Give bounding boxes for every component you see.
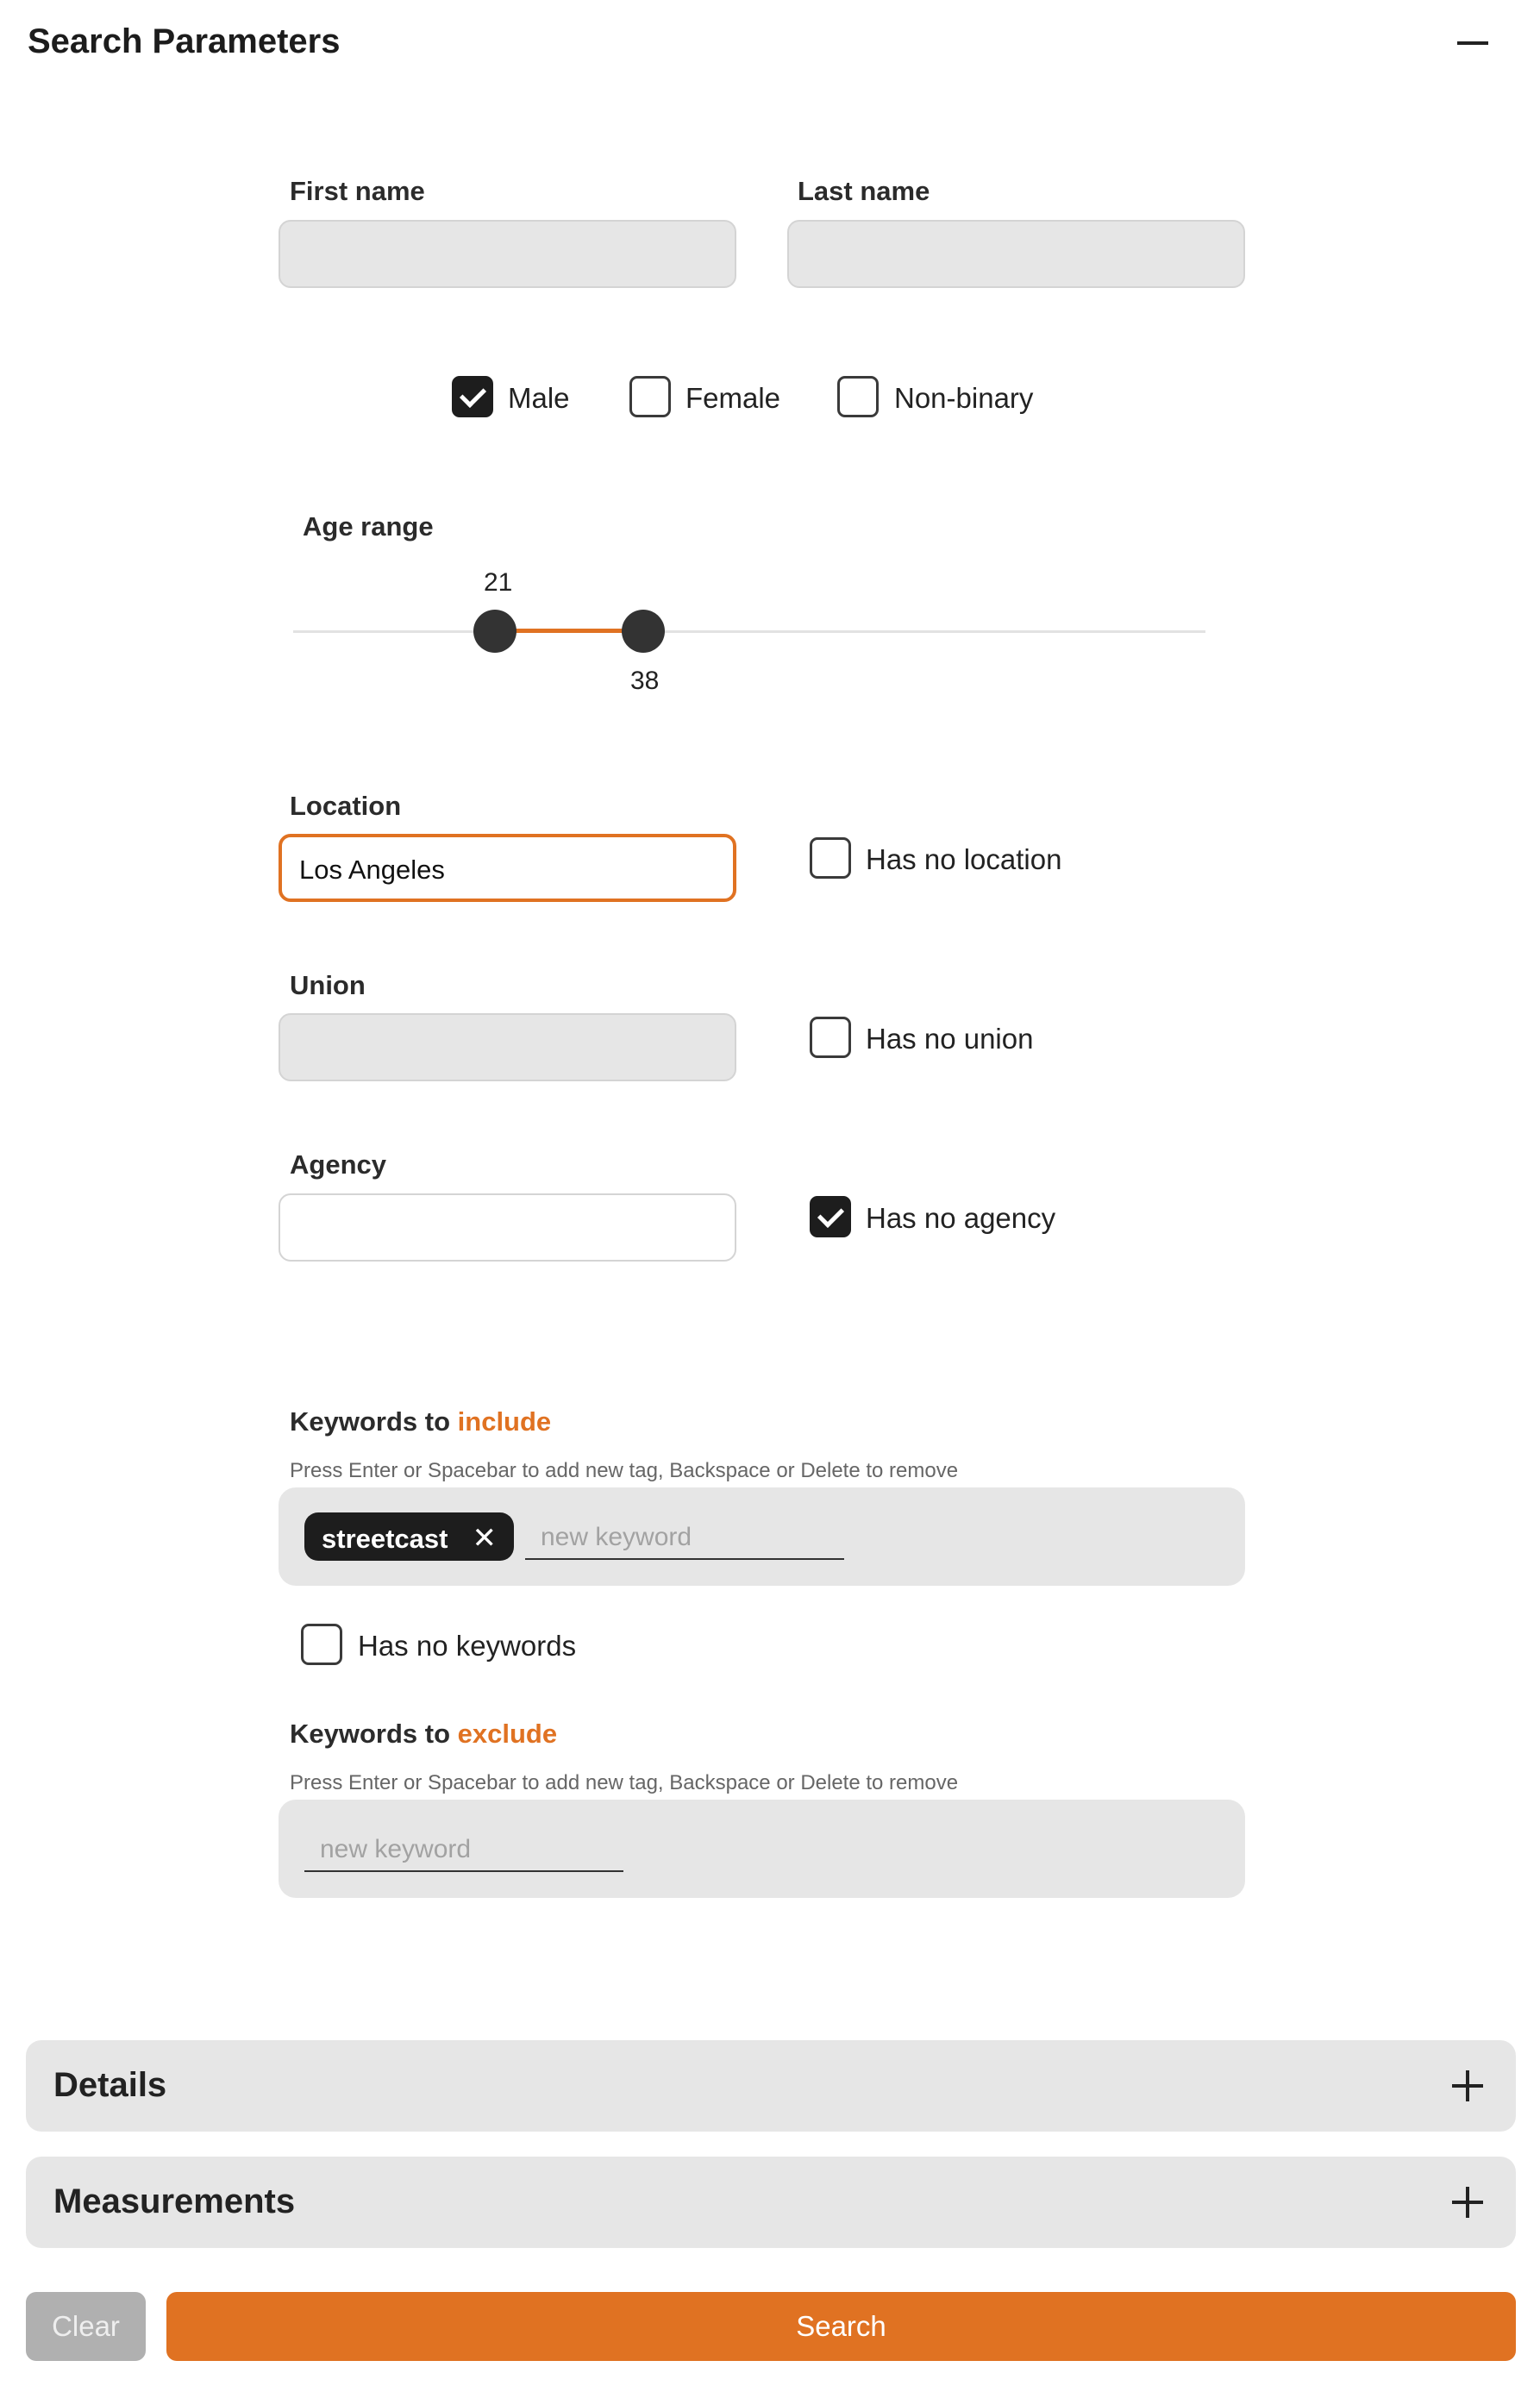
location-label: Location — [290, 791, 402, 821]
details-title: Details — [53, 2066, 167, 2104]
male-checkbox[interactable] — [452, 376, 493, 417]
age-max-value: 38 — [630, 667, 660, 695]
location-value: Los Angeles — [299, 855, 445, 885]
collapse-icon[interactable] — [1457, 41, 1488, 45]
keyword-tag — [304, 1512, 514, 1561]
female-checkbox[interactable] — [629, 376, 671, 417]
no-keywords-checkbox[interactable] — [301, 1624, 342, 1665]
union-label: Union — [290, 970, 366, 1000]
union-input[interactable] — [279, 1013, 736, 1081]
expand-plus-icon[interactable] — [1452, 2187, 1483, 2218]
keywords-include-input[interactable] — [525, 1517, 844, 1560]
measurements-section[interactable] — [26, 2157, 1516, 2248]
keyword-tag-label: streetcast — [322, 1524, 448, 1554]
female-label: Female — [685, 382, 781, 414]
measurements-title: Measurements — [53, 2182, 296, 2220]
male-label: Male — [508, 382, 570, 414]
last-name-label: Last name — [798, 176, 930, 206]
agency-label: Agency — [290, 1149, 386, 1180]
age-max-handle[interactable] — [622, 610, 665, 653]
expand-plus-icon[interactable] — [1452, 2070, 1483, 2101]
age-slider-track[interactable] — [293, 630, 1205, 633]
keywords-exclude-hint: Press Enter or Spacebar to add new tag, Backspace or Delete to remove — [290, 1771, 959, 1794]
last-name-input[interactable] — [787, 220, 1245, 288]
age-min-handle[interactable] — [473, 610, 516, 653]
keywords-exclude-box[interactable] — [279, 1800, 1245, 1898]
age-range-label: Age range — [303, 511, 434, 542]
no-agency-label: Has no agency — [866, 1202, 1056, 1234]
details-section[interactable] — [26, 2040, 1516, 2132]
location-input[interactable] — [279, 834, 736, 902]
page-title: Search Parameters — [28, 22, 341, 60]
first-name-input[interactable] — [279, 220, 736, 288]
keywords-exclude-input[interactable] — [304, 1829, 623, 1872]
non-binary-label: Non-binary — [894, 382, 1034, 414]
age-min-value: 21 — [484, 568, 513, 597]
remove-tag-icon[interactable]: ✕ — [472, 1522, 497, 1555]
keywords-exclude-label: Keywords to exclude — [290, 1719, 558, 1749]
first-name-label: First name — [290, 176, 425, 206]
no-location-checkbox[interactable] — [810, 837, 851, 879]
keywords-include-hint: Press Enter or Spacebar to add new tag, Backspace or Delete to remove — [290, 1459, 959, 1482]
no-agency-checkbox[interactable] — [810, 1196, 851, 1237]
no-location-label: Has no location — [866, 843, 1062, 875]
no-union-checkbox[interactable] — [810, 1017, 851, 1058]
clear-button[interactable]: Clear — [26, 2292, 146, 2361]
keywords-include-box[interactable] — [279, 1487, 1245, 1586]
no-union-label: Has no union — [866, 1023, 1034, 1055]
non-binary-checkbox[interactable] — [837, 376, 879, 417]
agency-input[interactable] — [279, 1193, 736, 1262]
search-button[interactable]: Search — [166, 2292, 1516, 2361]
keywords-include-label: Keywords to include — [290, 1406, 552, 1437]
no-keywords-label: Has no keywords — [358, 1630, 577, 1662]
